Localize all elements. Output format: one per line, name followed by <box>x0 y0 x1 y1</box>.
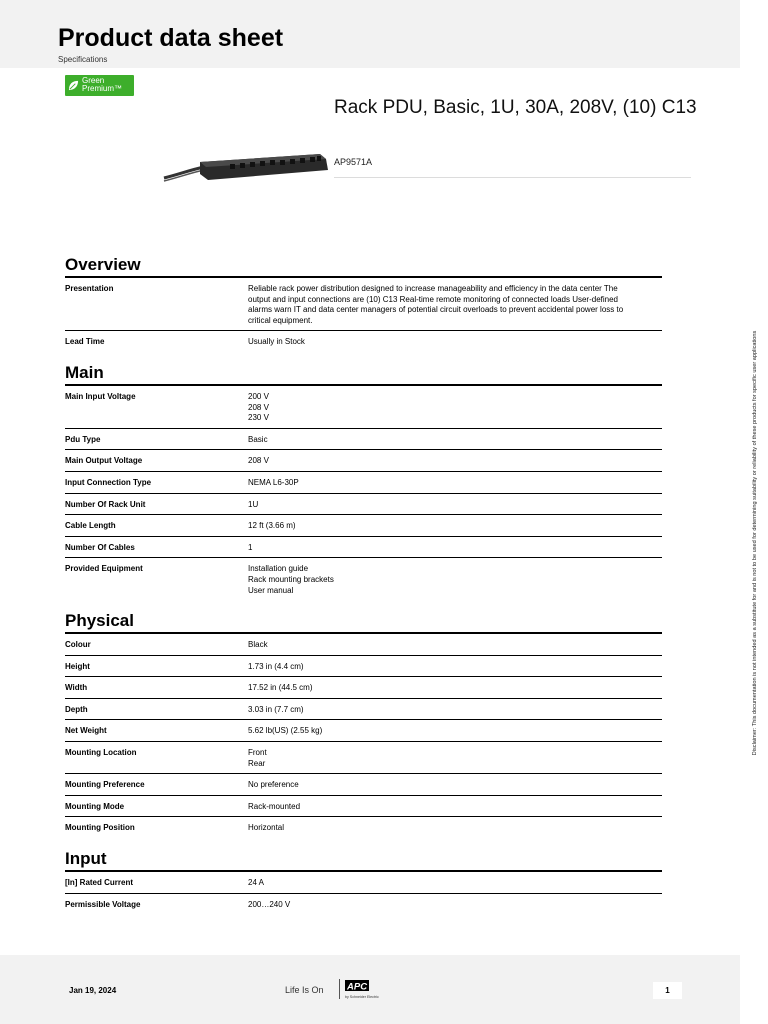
specifications-content <box>65 255 662 925</box>
spec-value <box>248 476 662 489</box>
spec-row <box>65 449 662 471</box>
spec-label: Colour <box>65 640 91 650</box>
spec-label: Main Input Voltage <box>65 391 136 401</box>
spec-value-line: 5.62 lb(US) (2.55 kg) <box>248 726 323 736</box>
spec-value <box>248 746 662 769</box>
product-reference: AP9571A <box>334 157 373 167</box>
spec-value-line: 1U <box>248 499 259 509</box>
spec-label: Mounting Preference <box>65 780 145 790</box>
spec-row <box>65 536 662 558</box>
spec-row <box>65 816 662 838</box>
spec-row <box>65 557 662 600</box>
spec-value <box>248 335 662 348</box>
spec-label: [In] Rated Current <box>65 878 133 888</box>
leaf-icon <box>68 80 79 91</box>
spec-label: Mounting Position <box>65 823 135 833</box>
spec-value <box>248 519 662 532</box>
spec-value <box>248 638 662 651</box>
spec-value-line: Rear <box>248 758 266 768</box>
spec-value-line: 230 V <box>248 413 269 423</box>
apc-logo <box>345 979 397 1001</box>
spec-row <box>65 632 662 655</box>
green-premium-line2: Premium™ <box>82 84 123 93</box>
spec-value <box>248 498 662 511</box>
spec-value-line: 208 V <box>248 402 269 412</box>
spec-value-line: User manual <box>248 585 294 595</box>
spec-value <box>248 660 662 673</box>
spec-value <box>248 541 662 554</box>
apc-logo-text: APC <box>347 981 368 993</box>
spec-value-line: 24 A <box>248 878 265 888</box>
spec-row <box>65 719 662 741</box>
spec-value-line: 200 V <box>248 391 269 401</box>
spec-value-line: Basic <box>248 434 268 444</box>
spec-value-line: Installation guide <box>248 564 309 574</box>
spec-value-line: 1.73 in (4.4 cm) <box>248 661 304 671</box>
spec-label: Input Connection Type <box>65 477 152 487</box>
spec-row <box>65 741 662 773</box>
spec-value-line: Horizontal <box>248 823 285 833</box>
spec-row <box>65 276 662 330</box>
spec-value-line: 3.03 in (7.7 cm) <box>248 704 304 714</box>
apc-logo-subtext: by Schneider Electric <box>345 995 379 999</box>
spec-row <box>65 471 662 493</box>
spec-value <box>248 821 662 834</box>
spec-row <box>65 330 662 352</box>
spec-value-line: 12 ft (3.66 m) <box>248 521 296 531</box>
spec-value <box>248 433 662 446</box>
disclaimer-text: Disclaimer: This documentation is not intended as a substitute for and is not to be used for determining suitability or reliability of these products for specific user applications <box>752 330 758 755</box>
section-heading: Main <box>65 362 104 382</box>
spec-value <box>248 282 662 326</box>
footer-slogan: Life Is On <box>285 985 324 995</box>
document-title: Product data sheet <box>58 24 284 52</box>
page-number: 1 <box>653 982 682 999</box>
spec-value-line: 1 <box>248 542 253 552</box>
product-title: Rack PDU, Basic, 1U, 30A, 208V, (10) C13 <box>334 97 697 118</box>
spec-value-line: No preference <box>248 780 299 790</box>
spec-value <box>248 876 662 889</box>
spec-row <box>65 795 662 817</box>
spec-row <box>65 698 662 720</box>
spec-value-line: 200…240 V <box>248 899 291 909</box>
spec-label: Net Weight <box>65 726 107 736</box>
spec-row <box>65 428 662 450</box>
document-subtitle: Specifications <box>58 55 108 64</box>
spec-label: Mounting Mode <box>65 801 125 811</box>
spec-label: Number Of Rack Unit <box>65 499 146 509</box>
spec-value <box>248 390 662 424</box>
spec-label: Permissible Voltage <box>65 899 141 909</box>
section-physical <box>65 611 662 838</box>
footer-divider <box>339 979 340 999</box>
spec-row <box>65 493 662 515</box>
spec-row <box>65 893 662 915</box>
spec-value-line: Usually in Stock <box>248 337 305 347</box>
spec-value <box>248 800 662 813</box>
divider <box>334 177 691 178</box>
spec-value <box>248 562 662 596</box>
spec-value-line: Reliable rack power distribution designed to increase manageability and efficiency in the data center The output and input connections are (10) C13 Real-time remote monitoring of connected loads User-defined alarms warn IT and data center managers of potential circuit overloads to prevent accidental power loss to critical equipment. <box>248 284 624 325</box>
spec-label: Pdu Type <box>65 434 101 444</box>
spec-value-line: 208 V <box>248 456 269 466</box>
spec-label: Lead Time <box>65 337 105 347</box>
spec-label: Depth <box>65 704 88 714</box>
section-main <box>65 363 662 600</box>
green-premium-line1: Green <box>82 76 105 85</box>
green-premium-label <box>82 77 122 93</box>
spec-value <box>248 703 662 716</box>
spec-row <box>65 870 662 893</box>
spec-value <box>248 898 662 911</box>
section-heading: Physical <box>65 611 134 631</box>
spec-row <box>65 514 662 536</box>
spec-row <box>65 384 662 428</box>
spec-label: Mounting Location <box>65 748 137 758</box>
section-heading: Overview <box>65 255 141 274</box>
spec-value-line: Rack-mounted <box>248 801 301 811</box>
spec-label: Height <box>65 661 90 671</box>
spec-value <box>248 724 662 737</box>
spec-value <box>248 454 662 467</box>
spec-value-line: Front <box>248 748 267 758</box>
section-heading: Input <box>65 849 107 869</box>
spec-value <box>248 778 662 791</box>
spec-label: Provided Equipment <box>65 564 143 574</box>
footer-date: Jan 19, 2024 <box>69 986 117 995</box>
product-image <box>160 150 330 190</box>
spec-value-line: NEMA L6-30P <box>248 477 299 487</box>
spec-label: Presentation <box>65 284 114 293</box>
spec-row <box>65 676 662 698</box>
green-premium-badge <box>65 75 134 96</box>
spec-value-line: Black <box>248 640 268 650</box>
spec-label: Width <box>65 683 88 693</box>
spec-label: Number Of Cables <box>65 542 135 552</box>
spec-value <box>248 681 662 694</box>
spec-row <box>65 655 662 677</box>
disclaimer <box>748 315 762 770</box>
spec-label: Main Output Voltage <box>65 456 143 466</box>
spec-label: Cable Length <box>65 521 116 531</box>
section-overview <box>65 255 662 352</box>
section-input <box>65 849 662 914</box>
spec-row <box>65 773 662 795</box>
spec-value-line: Rack mounting brackets <box>248 574 334 584</box>
spec-value-line: 17.52 in (44.5 cm) <box>248 683 313 693</box>
